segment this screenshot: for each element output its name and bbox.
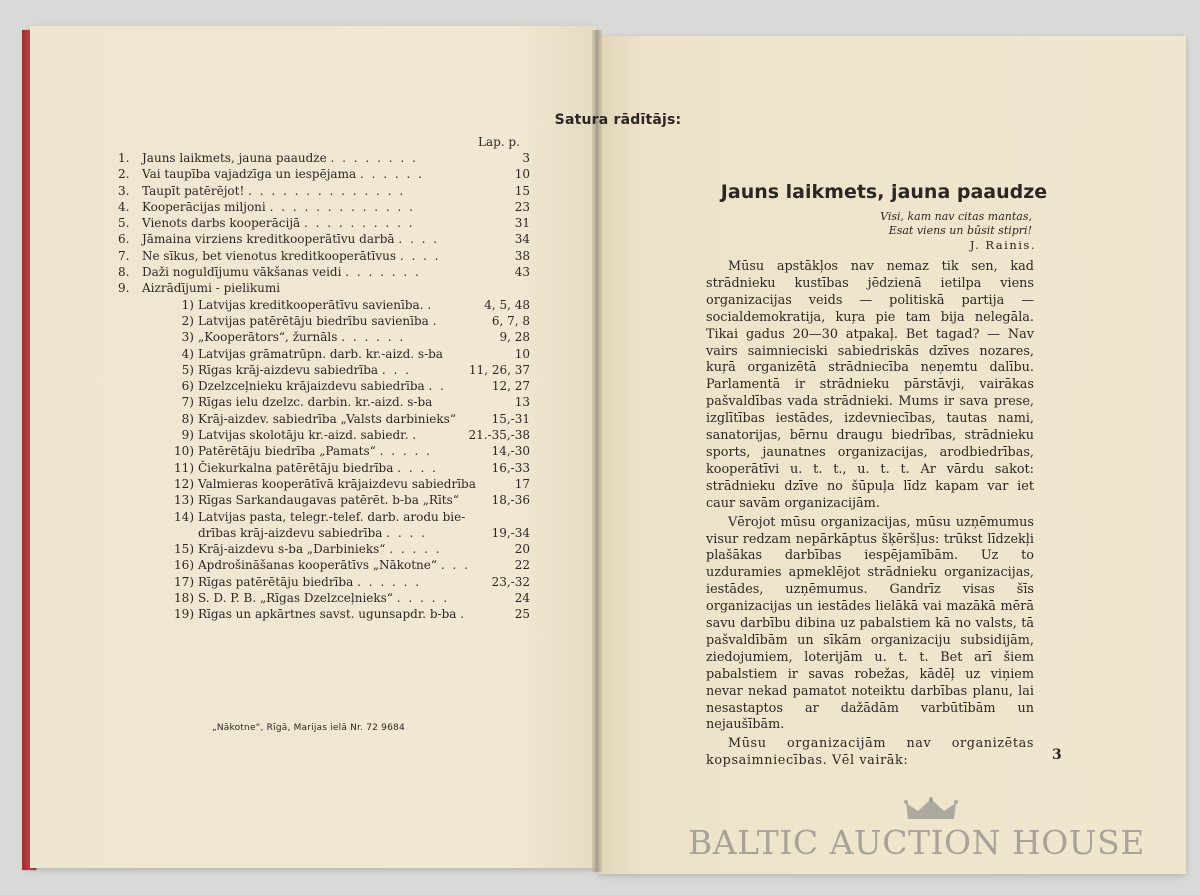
toc-item-pages: 22 (514, 558, 530, 573)
toc-item-label-text: Kooperācijas miljoni (142, 199, 266, 214)
toc-item-pages: 12, 27 (491, 379, 530, 394)
toc-item-number: 4) (181, 346, 194, 361)
toc-item (118, 199, 530, 215)
toc-item-number: 11) (174, 460, 194, 475)
toc-sub-item (118, 460, 530, 476)
paragraph: Mūsu apstākļos nav nemaz tik sen, kad strādnieku kustības jēdzienā ietilpa viens organizacijas veids — politiskā partija — socialdemokratija, kuŗa pie tam bija nelegāla. Tikai gadus 20—30 atpakaļ. Bet tagad? — Nav vairs saimnieciski sabiedriskās dzīves nozares, kuŗā organizētā strādniecība neņemtu dalību. Parlamentā ir strādnieku pārstāvji, vairākas pašvaldības vada strādnieki. Mums ir sava prese, izglītības iestādes, izdevniecības, tautas nami, sanatorijas, bērnu draugu biedrības, strādnieku sports, jaunatnes organizacijas, arodbiedrības, kooperātīvi u. t. t., u. t. t. Ar vārdu sakot: strādnieku dzīve no šūpuļa līdz kapam var iet caur savām organizacijām. (706, 259, 1034, 511)
epigraph-line: Esat viens un būsit stipri! (888, 224, 1032, 237)
toc-sub-item (118, 394, 530, 410)
toc-item-number: 17) (174, 574, 194, 589)
toc-item-label-text: Krāj-aizdevu s-ba „Darbinieks“ (198, 542, 386, 557)
toc-item-number: 19) (174, 607, 194, 622)
toc-item-number: 1. (118, 151, 130, 165)
toc-item-pages: 10 (514, 167, 530, 182)
toc-item-label-text: Latvijas patērētāju biedrību savienība (198, 313, 429, 328)
toc-item-label (198, 541, 442, 557)
toc-item-number: 4. (118, 199, 130, 214)
toc-item-number: 18) (174, 591, 194, 606)
toc-item-number: 3. (118, 183, 130, 198)
toc-item-pages: 9, 28 (499, 330, 530, 345)
toc-item-pages: 6, 7, 8 (491, 313, 530, 328)
toc-item-label (198, 297, 433, 313)
toc-item-number: 6) (181, 379, 194, 394)
toc-item-number: 7) (181, 395, 194, 410)
toc-item-label (198, 411, 456, 427)
toc-item-label-text: Ne sīkus, bet vienotus kreditkooperātīvus (142, 248, 396, 263)
page-number: 3 (1052, 747, 1062, 763)
toc-leader-dots: . . . . . . . (345, 265, 421, 280)
toc-sub-item (118, 509, 530, 525)
toc-item-label-text: Aizrādījumi - pielikumi (142, 281, 281, 296)
toc-item-label (198, 394, 432, 410)
toc-leader-dots: . (412, 428, 419, 443)
toc-item-pages: 4, 5, 48 (484, 297, 530, 312)
toc-item-label-text: Patērētāju biedrība „Pamats“ (198, 444, 376, 459)
toc-item-label (198, 574, 421, 590)
toc-item-number: 8) (181, 411, 194, 426)
toc-item-pages: 23 (514, 199, 530, 214)
toc-sub-item (118, 346, 530, 362)
toc-item (118, 166, 530, 182)
toc-item-number: 5. (118, 216, 130, 231)
toc-item-label (198, 362, 411, 378)
toc-sub-item (118, 541, 530, 557)
toc-item-number: 9) (181, 428, 194, 443)
toc-item-label (198, 329, 405, 345)
toc-item (118, 231, 530, 247)
toc-leader-dots: . . . . . (389, 542, 442, 557)
epigraph-author: J. Rainis. (969, 238, 1036, 252)
toc-item-label (198, 313, 438, 329)
toc-item-label-text: Jauns laikmets, jauna paaudze (142, 151, 327, 165)
toc-sub-item (118, 557, 530, 573)
toc-item-pages: 3 (522, 151, 530, 165)
toc-item-number: 2. (118, 167, 130, 182)
toc-item-label (198, 492, 459, 508)
toc-item-label (142, 183, 405, 199)
toc-item-number: 7. (118, 248, 130, 263)
toc-item-pages: 24 (514, 591, 530, 606)
toc-leader-dots: . (432, 313, 439, 328)
toc-item-number: 1) (181, 297, 194, 312)
toc-leader-dots: . . (428, 379, 446, 394)
toc-item-pages: 18,-36 (491, 493, 530, 508)
toc-item-pages: 13 (514, 395, 530, 410)
toc-leader-dots: . . . (440, 558, 470, 573)
toc-sub-item (118, 297, 530, 313)
toc-item-pages: 20 (514, 542, 530, 557)
toc-item-label-text: S. D. P. B. „Rīgas Dzelzceļnieks“ (198, 591, 393, 606)
toc-item-pages: 17 (514, 476, 530, 491)
toc-item-pages: 14,-30 (491, 444, 530, 459)
toc-item-label-text: Čiekurkalna patērētāju biedrība (198, 460, 394, 475)
toc-leader-dots: . . . . . . . . . . . . . (269, 199, 415, 214)
toc-item-label-text: drības krāj-aizdevu sabiedrība (198, 525, 383, 540)
toc-item-number: 3) (181, 330, 194, 345)
article-title: Jauns laikmets, jauna paaudze (720, 181, 1048, 203)
toc-item-label-text: Rīgas un apkārtnes savst. ugunsapdr. b-ba (198, 607, 457, 622)
toc-item-label (198, 606, 466, 622)
toc-item (118, 248, 530, 264)
toc-leader-dots: . . . . (398, 232, 440, 247)
toc-item-pages: 11, 26, 37 (468, 362, 530, 377)
toc-item-label-text: Rīgas ielu dzelzc. darbin. kr.-aizd. s-ba (198, 395, 433, 410)
toc-item-label (142, 248, 441, 264)
toc-leader-dots: . . . . . . . . . . (304, 216, 415, 231)
toc-sub-item (118, 574, 530, 590)
toc-sub-item (118, 329, 530, 345)
toc-leader-dots: . . . . (399, 248, 441, 263)
printer-imprint: „Nākotne“, Rīgā, Marijas ielā Nr. 72 9684 (212, 723, 405, 733)
epigraph-line: Visi, kam nav citas mantas, (880, 210, 1032, 223)
toc-item-pages: 21.-35,-38 (468, 428, 530, 443)
toc-sub-item (118, 606, 530, 622)
toc-item-label (198, 427, 418, 443)
toc-column-header: Lap. p. (478, 135, 520, 149)
toc-item-label-text: Valmieras kooperātīvā krājaizdevu sabiedrība (198, 476, 476, 491)
toc-item-number: 13) (174, 493, 194, 508)
toc-item-pages: 16,-33 (491, 460, 530, 475)
toc-item-label-text: Rīgas patērētāju biedrība (198, 574, 354, 589)
toc-sub-item (118, 590, 530, 606)
toc-item (118, 280, 530, 296)
toc-item-label (198, 557, 470, 573)
book-gutter (592, 30, 602, 872)
toc-item-label-text: Dzelzceļnieku krājaizdevu sabiedrība (198, 379, 425, 394)
toc-item-label-text: Rīgas Sarkandaugavas patērēt. b-ba „Rīts“ (198, 493, 459, 508)
toc-item-number: 9. (118, 281, 130, 296)
toc-item-label-text: Latvijas kreditkooperātīvu savienība. (198, 297, 424, 312)
toc-item-label-text: Jāmaina virziens kreditkooperātīvu darbā (142, 232, 395, 247)
toc-leader-dots: . . . . . . . . (330, 151, 418, 165)
toc-item-pages: 25 (514, 607, 530, 622)
toc-item-label (142, 280, 280, 296)
toc-title: Satura rādītājs: (554, 112, 682, 128)
toc-item-pages: 38 (514, 248, 530, 263)
toc-item-label-text: Rīgas krāj-aizdevu sabiedrība (198, 362, 379, 377)
toc-item-pages: 43 (514, 265, 530, 280)
toc-item-pages: 31 (514, 216, 530, 231)
toc-item (118, 150, 530, 166)
toc-leader-dots: . . . . . . (357, 574, 422, 589)
crown-icon (904, 797, 958, 823)
toc-leader-dots: . (460, 607, 467, 622)
toc-item-label (142, 264, 421, 280)
toc-item-label-text: Latvijas grāmatrūpn. darb. kr.-aizd. s-ba (198, 346, 443, 361)
toc-item (118, 183, 530, 199)
toc-item-label-text: Taupīt patērējot! (142, 183, 245, 198)
toc-item-label-text: Latvijas pasta, telegr.-telef. darb. arodu bie- (198, 509, 466, 524)
toc-leader-dots: . (427, 297, 434, 312)
epigraph (880, 210, 1032, 238)
toc-sub-item (118, 492, 530, 508)
toc-leader-dots: . . . . . (396, 591, 450, 606)
toc-item-number: 8. (118, 265, 130, 280)
toc-item-label-text: Apdrošināšanas kooperātīvs „Nākotne“ (198, 558, 437, 573)
toc-item-pages: 15 (514, 183, 530, 198)
toc-sub-item (118, 378, 530, 394)
toc-item (118, 215, 530, 231)
toc-item-label (198, 590, 449, 606)
toc-item-label-text: Latvijas skolotāju kr.-aizd. sabiedr. (198, 428, 409, 443)
toc-item-label (198, 509, 465, 525)
toc-item-number: 5) (181, 362, 194, 377)
toc-sub-item (118, 525, 530, 541)
toc-leader-dots: . . . . . (379, 444, 432, 459)
toc-item-label (198, 378, 446, 394)
toc-item-label (142, 166, 424, 182)
toc-item-number: 2) (181, 313, 194, 328)
toc-item-pages: 23,-32 (491, 574, 530, 589)
toc-item-label (198, 460, 438, 476)
toc-sub-item (118, 313, 530, 329)
toc-item-label-text: Krāj-aizdev. sabiedrība „Valsts darbinieks“ (198, 411, 456, 426)
paragraph: Mūsu organizacijām nav organizētas kopsaimniecības. Vēl vairāk: (706, 736, 1034, 769)
toc-item-label-text: Daži noguldījumu vākšanas veidi (142, 265, 342, 280)
toc-item-label (198, 476, 476, 492)
toc-sub-item (118, 443, 530, 459)
toc-leader-dots: . . . . . . (359, 167, 424, 182)
toc-list (118, 150, 530, 623)
toc-item-pages: 10 (514, 346, 530, 361)
watermark-text: BALTIC AUCTION HOUSE (688, 823, 1145, 862)
toc-item (118, 264, 530, 280)
toc-item-pages: 15,-31 (491, 411, 530, 426)
toc-item-number: 10) (174, 444, 194, 459)
toc-leader-dots: . . . . . . . . . . . . . . (248, 183, 406, 198)
toc-sub-item (118, 362, 530, 378)
toc-item-label-text: Vienots darbs kooperācijā (142, 216, 301, 231)
toc-item-label (142, 150, 418, 166)
article-body (706, 259, 1034, 770)
toc-item-pages: 19,-34 (491, 525, 530, 540)
toc-item-label (198, 443, 432, 459)
toc-item-pages: 34 (514, 232, 530, 247)
paragraph: Vērojot mūsu organizacijas, mūsu uzņēmumus visur redzam nepārkāptus šķēršļus: trūkst līdzekļi plašākas darbības iespējamībām. Uz to uzduramies apmeklējot strādnieku organizacijas, iestādes, uzņēmumus. Gandrīz visas šīs organizacijas un iestādes lielākā vai mazākā mērā savu darbību dibina uz pabalstiem kā no valsts, tā pašvaldībām un sīkām organizaciju subsidijām, ziedojumiem, loterijām u. t. t. Bet arī šiem pabalstiem ir savas robežas, kādēļ uz viņiem nevar nekad pamatot noteiktu darbības planu, lai nesastaptos ar dažādām varbūtībām un nejaušībām. (706, 514, 1034, 733)
toc-item-label (198, 525, 427, 541)
toc-sub-item (118, 427, 530, 443)
toc-sub-item (118, 411, 530, 427)
toc-leader-dots: . . . . (397, 460, 438, 475)
toc-item-number: 6. (118, 232, 130, 247)
toc-item-label (198, 346, 443, 362)
toc-sub-item (118, 476, 530, 492)
toc-item-number: 15) (174, 542, 194, 557)
toc-item-number: 12) (174, 476, 194, 491)
toc-leader-dots: . . . . . . (341, 330, 406, 345)
toc-leader-dots: . . . . (386, 525, 427, 540)
toc-item-number: 14) (174, 509, 194, 524)
toc-item-label (142, 215, 415, 231)
toc-item-label (142, 199, 415, 215)
toc-item-label (142, 231, 439, 247)
toc-item-label-text: „Kooperātors“, žurnāls (198, 330, 338, 345)
toc-item-number: 16) (174, 558, 194, 573)
toc-leader-dots: . . . (381, 362, 411, 377)
toc-item-label-text: Vai taupība vajadzīga un iespējama (142, 167, 357, 182)
